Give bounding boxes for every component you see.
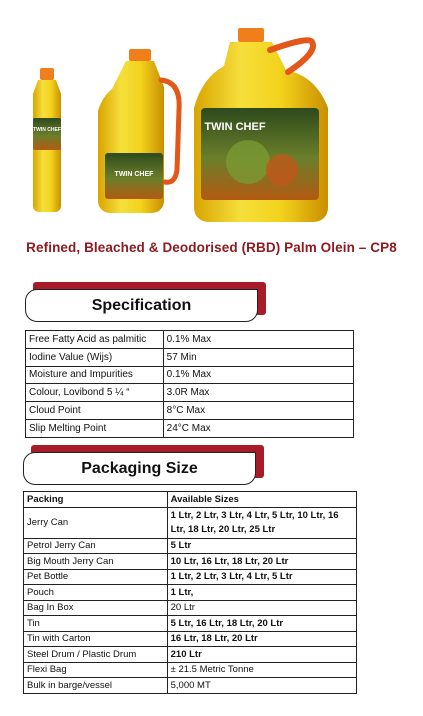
table-row — [26, 419, 354, 437]
table-row — [26, 331, 354, 349]
packing-name-cell: Bag In Box — [24, 600, 168, 616]
table-row — [26, 384, 354, 402]
spec-value-cell: 57 Min — [163, 348, 353, 366]
table-row — [24, 538, 357, 554]
table-row — [24, 554, 357, 570]
packing-sizes-cell: ± 21.5 Metric Tonne — [167, 662, 356, 678]
product-bottles-image — [0, 0, 423, 235]
spec-name-cell: Moisture and Impurities — [26, 366, 164, 384]
table-row — [24, 647, 357, 663]
table-row — [24, 662, 357, 678]
spec-name-cell: Slip Melting Point — [26, 419, 164, 437]
column-header-sizes: Available Sizes — [167, 492, 356, 508]
svg-text:TWIN CHEF: TWIN CHEF — [204, 121, 266, 133]
packing-name-cell: Jerry Can — [24, 507, 168, 538]
product-title: Refined, Bleached & Deodorised (RBD) Palm Olein – CP8 — [26, 240, 397, 255]
packing-name-cell: Tin with Carton — [24, 631, 168, 647]
specification-table — [25, 330, 354, 438]
table-row — [24, 585, 357, 601]
packaging-heading-box — [23, 452, 256, 485]
table-row — [24, 569, 357, 585]
table-row — [26, 366, 354, 384]
packing-sizes-cell: 5 Ltr, 16 Ltr, 18 Ltr, 20 Ltr — [167, 616, 356, 632]
packing-sizes-cell: 1 Ltr, 2 Ltr, 3 Ltr, 4 Ltr, 5 Ltr — [167, 569, 356, 585]
packing-sizes-cell: 10 Ltr, 16 Ltr, 18 Ltr, 20 Ltr — [167, 554, 356, 570]
packaging-table — [23, 491, 357, 694]
svg-text:TWIN CHEF: TWIN CHEF — [33, 127, 61, 133]
packing-sizes-cell: 1 Ltr, 2 Ltr, 3 Ltr, 4 Ltr, 5 Ltr, 10 Ltr, 16 Ltr, 18 Ltr, 20 Ltr, 25 Ltr — [167, 507, 356, 538]
medium-bottle — [98, 49, 179, 213]
column-header-packing: Packing — [24, 492, 168, 508]
packing-sizes-cell: 5,000 MT — [167, 678, 356, 694]
packing-name-cell: Petrol Jerry Can — [24, 538, 168, 554]
table-row — [24, 616, 357, 632]
packing-name-cell: Pouch — [24, 585, 168, 601]
packing-sizes-cell: 16 Ltr, 18 Ltr, 20 Ltr — [167, 631, 356, 647]
packing-sizes-cell: 20 Ltr — [167, 600, 356, 616]
table-row — [24, 631, 357, 647]
spec-value-cell: 3.0R Max — [163, 384, 353, 402]
packing-sizes-cell: 5 Ltr — [167, 538, 356, 554]
spec-value-cell: 24°C Max — [163, 419, 353, 437]
table-header-row — [24, 492, 357, 508]
small-bottle — [33, 68, 61, 212]
spec-value-cell: 0.1% Max — [163, 331, 353, 349]
packing-name-cell: Tin — [24, 616, 168, 632]
spec-name-cell: Colour, Lovibond 5 ¼ “ — [26, 384, 164, 402]
svg-text:TWIN CHEF: TWIN CHEF — [114, 171, 154, 178]
spec-name-cell: Iodine Value (Wijs) — [26, 348, 164, 366]
spec-value-cell: 0.1% Max — [163, 366, 353, 384]
packaging-heading: Packaging Size — [23, 452, 256, 485]
spec-name-cell: Free Fatty Acid as palmitic — [26, 331, 164, 349]
table-row — [24, 678, 357, 694]
packing-sizes-cell: 1 Ltr, — [167, 585, 356, 601]
spec-value-cell: 8°C Max — [163, 402, 353, 420]
packing-name-cell: Steel Drum / Plastic Drum — [24, 647, 168, 663]
packing-name-cell: Flexi Bag — [24, 662, 168, 678]
specification-heading-box — [25, 289, 258, 322]
specification-heading: Specification — [25, 289, 258, 322]
table-row — [26, 402, 354, 420]
packing-sizes-cell: 210 Ltr — [167, 647, 356, 663]
packing-name-cell: Pet Bottle — [24, 569, 168, 585]
table-row — [26, 348, 354, 366]
packing-name-cell: Big Mouth Jerry Can — [24, 554, 168, 570]
spec-name-cell: Cloud Point — [26, 402, 164, 420]
table-row — [24, 507, 357, 538]
packing-name-cell: Bulk in barge/vessel — [24, 678, 168, 694]
table-row — [24, 600, 357, 616]
